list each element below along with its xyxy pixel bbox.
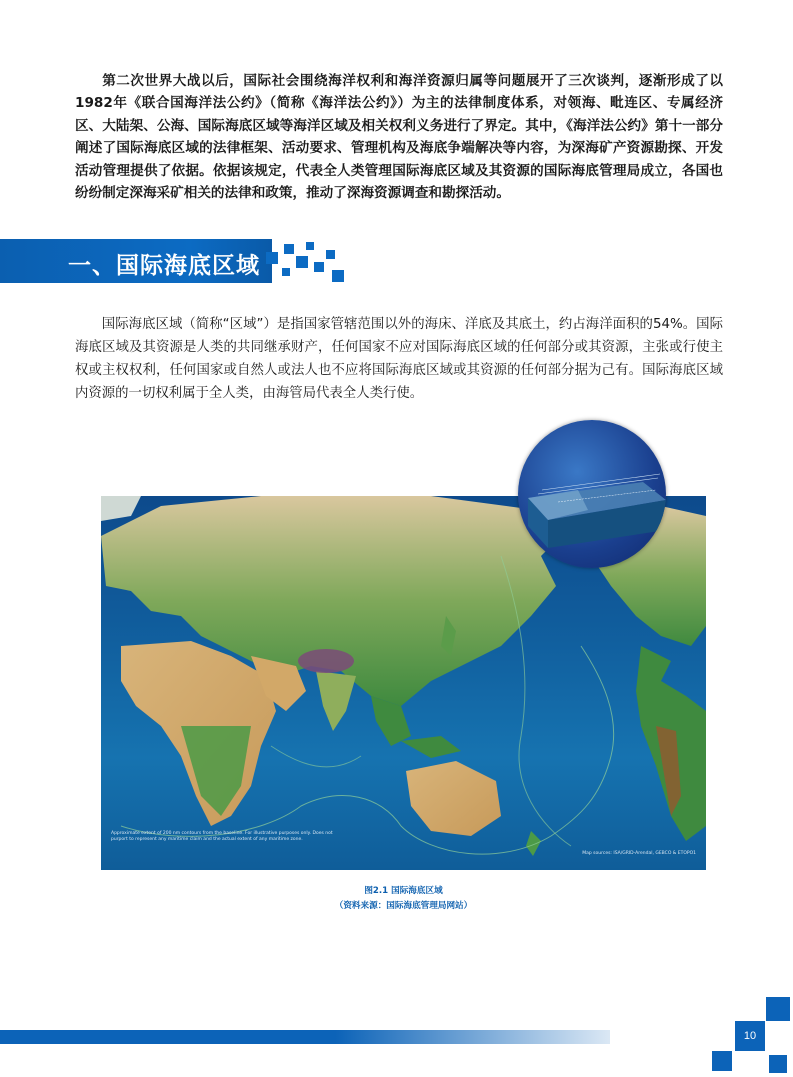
intro-paragraph: 第二次世界大战以后，国际社会围绕海洋权利和海洋资源归属等问题展开了三次谈判，逐渐形成了以1982年《联合国海洋法公约》（简称《海洋法公约》）为主的法律制度体系，对领海、毗连区、专属经济区、大陆架、公海、国际海底区域等海洋区域及相关权利义务进行了界定。其中，《海洋法公约》第十一部分阐述了国际海底区域的法律框架、活动要求、管理机构及海底争端解决等内容，为深海矿产资源勘探、开发活动管理提供了依据。依据该规定，代表全人类管理国际海底区域及其资源的国际海底管理局成立，各国也纷纷制定深海采矿相关的法律和政策，推动了深海资源调查和勘探活动。 [75, 73, 723, 202]
figure-caption-source: （资料来源：国际海底管理局网站） [334, 901, 473, 911]
page-number: 10 [735, 1021, 765, 1051]
map-note: Approximate extent of 200 nm contours from the baseline. For illustrative purposes only. Does not purport to represent any maritime claim and the actual extent of any maritime zone. [111, 831, 333, 842]
figure-caption-title: 图2.1 国际海底区域 [364, 886, 443, 896]
section-paragraph: 国际海底区域（简称“区域”）是指国家管辖范围以外的海床、洋底及其底土，约占海洋面积的54%。国际海底区域及其资源是人类的共同继承财产，任何国家不应对国际海底区域的任何部分或其资源，主张或行使主权或主权权利，任何国家或自然人或法人也不应将国际海底区域或其资源的任何部分据为己有。国际海底区域内资源的一切权利属于全人类，由海管局代表全人类行使。 [75, 317, 723, 401]
section-title: 一、国际海底区域 [68, 253, 260, 279]
ocean-cross-section-graphic [518, 420, 666, 568]
map-source: Map sources: ISA/GRID-Arendal, GEBCO & ETOPO1 [582, 851, 696, 856]
ocean-zones-globe-inset [518, 420, 666, 568]
footer-bar [0, 1030, 610, 1044]
